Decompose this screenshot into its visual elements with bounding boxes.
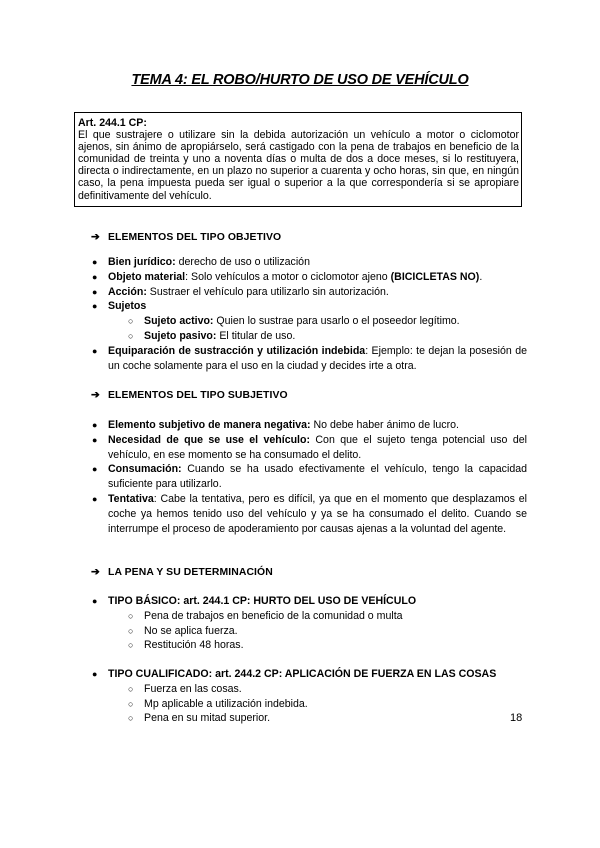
sub-list-item: ○ Pena en su mitad superior. (128, 712, 271, 725)
bullet-icon: ● (92, 301, 98, 312)
sub-list-item: ○ Sujeto pasivo: El titular de uso. (128, 329, 296, 342)
bullet-icon: ● (92, 345, 98, 356)
section-heading-text: ELEMENTOS DEL TIPO SUBJETIVO (108, 390, 288, 401)
sub-list-item: ○ Mp aplicable a utilización indebida. (128, 697, 308, 710)
sub-list-item: ○ Restitución 48 horas. (128, 639, 244, 652)
section-heading-pena (91, 566, 273, 578)
circle-bullet-icon: ○ (128, 610, 134, 621)
article-heading: Art. 244.1 CP: (78, 117, 147, 129)
pena-cualificado-list (92, 667, 527, 726)
bullet-icon: ● (92, 271, 98, 282)
list-item: ● Acción: Sustraer el vehículo para utilizarlo sin autorización. (92, 285, 389, 298)
bullet-icon: ● (92, 493, 98, 504)
list-item: ● TIPO BÁSICO: art. 244.1 CP: HURTO DEL USO DE VEHÍCULO ○ Pena de trabajos en beneficio de la comunidad o multa ○ No se aplica fuerza. ○ Restitución 48 horas. (92, 594, 527, 653)
bullet-icon: ● (92, 420, 98, 430)
objetivo-list (92, 255, 527, 373)
section-heading-objetivo (91, 231, 281, 243)
article-text: El que sustrajere o utilizare sin la debida autorización un vehículo a motor o ciclomotor ajenos, sin ánimo de apropiárselo, será castigado con la pena de trabajos en beneficio de la comunidad de treinta y uno a noventa días o multa de dos a doce meses, si lo restituyera, directa o indirectamente, en un plazo no superior a cuarenta y ocho horas, sin que, en ningún caso, la pena impuesta pueda ser igual o superior a la que correspondería si se apropiare definitivamente del vehículo. (78, 129, 519, 202)
circle-bullet-icon: ○ (128, 683, 134, 694)
bullet-icon: ● (92, 669, 98, 679)
arrow-icon: ➔ (91, 232, 100, 243)
list-item: ● Elemento subjetivo de manera negativa: No debe haber ánimo de lucro. (92, 419, 459, 431)
section-heading-text: ELEMENTOS DEL TIPO OBJETIVO (108, 232, 282, 243)
bullet-icon: ● (92, 464, 98, 475)
bullet-icon: ● (92, 434, 98, 445)
bullet-icon: ● (92, 257, 98, 267)
basico-sublist (108, 609, 527, 653)
sub-list-item: ○ No se aplica fuerza. (128, 624, 238, 637)
page-title: TEMA 4: EL ROBO/HURTO DE USO DE VEHÍCULO (131, 72, 469, 88)
list-item: ● Bien jurídico: derecho de uso o utilización (92, 256, 310, 268)
list-item: ● Equiparación de sustracción y utilización indebida: Ejemplo: te dejan la posesión de un coche solamente para el uso en la ciudad y decides irte a otra. (92, 344, 527, 372)
circle-bullet-icon: ○ (128, 625, 134, 636)
circle-bullet-icon: ○ (128, 316, 134, 327)
list-item: ● Sujetos ○ Sujeto activo: Quien lo sustrae para usarlo o el poseedor legítimo. ○ Sujeto pasivo: El titular de uso. (92, 299, 527, 343)
bullet-icon: ● (92, 596, 98, 606)
cualificado-sublist (108, 682, 527, 726)
circle-bullet-icon: ○ (128, 713, 134, 724)
arrow-icon: ➔ (91, 390, 100, 401)
list-item: ● Consumación: Cuando se ha usado efectivamente el vehículo, tengo la capacidad suficiente para utilizarlo. (92, 463, 527, 491)
sub-list-item: ○ Pena de trabajos en beneficio de la comunidad o multa (128, 609, 403, 622)
sub-list-item: ○ Sujeto activo: Quien lo sustrae para usarlo o el poseedor legítimo. (128, 315, 460, 328)
arrow-icon: ➔ (91, 567, 100, 578)
list-item: ● Objeto material: Solo vehículos a motor o ciclomotor ajeno (BICICLETAS NO). (92, 270, 483, 283)
circle-bullet-icon: ○ (128, 330, 134, 341)
subjetivo-list (92, 418, 527, 536)
sub-list-item: ○ Fuerza en las cosas. (128, 682, 242, 695)
list-item: ● Necesidad de que se use el vehículo: Con que el sujeto tenga potencial uso del vehículo, en ese momento se ha consumado el delito. (92, 433, 527, 461)
bullet-icon: ● (92, 286, 98, 297)
section-heading-subjetivo (91, 389, 288, 401)
section-heading-text: LA PENA Y SU DETERMINACIÓN (108, 567, 273, 578)
pena-basico-list (92, 594, 527, 653)
article-box (74, 112, 522, 207)
list-item: ● Tentativa: Cabe la tentativa, pero es difícil, ya que en el momento que desplazamos el coche ya hemos tenido uso del vehículo y ya se ha consumado el delito. Cuando se interrumpe el proceso de apoderamiento por causas ajenas a la voluntad del agente. (92, 492, 527, 535)
circle-bullet-icon: ○ (128, 640, 134, 651)
page-number: 18 (510, 712, 523, 724)
list-item: ● TIPO CUALIFICADO: art. 244.2 CP: APLICACIÓN DE FUERZA EN LAS COSAS ○ Fuerza en las cosas. ○ Mp aplicable a utilización indebida. ○ Pena en su mitad superior. (92, 667, 527, 726)
circle-bullet-icon: ○ (128, 698, 134, 709)
sujetos-sublist (108, 314, 527, 344)
